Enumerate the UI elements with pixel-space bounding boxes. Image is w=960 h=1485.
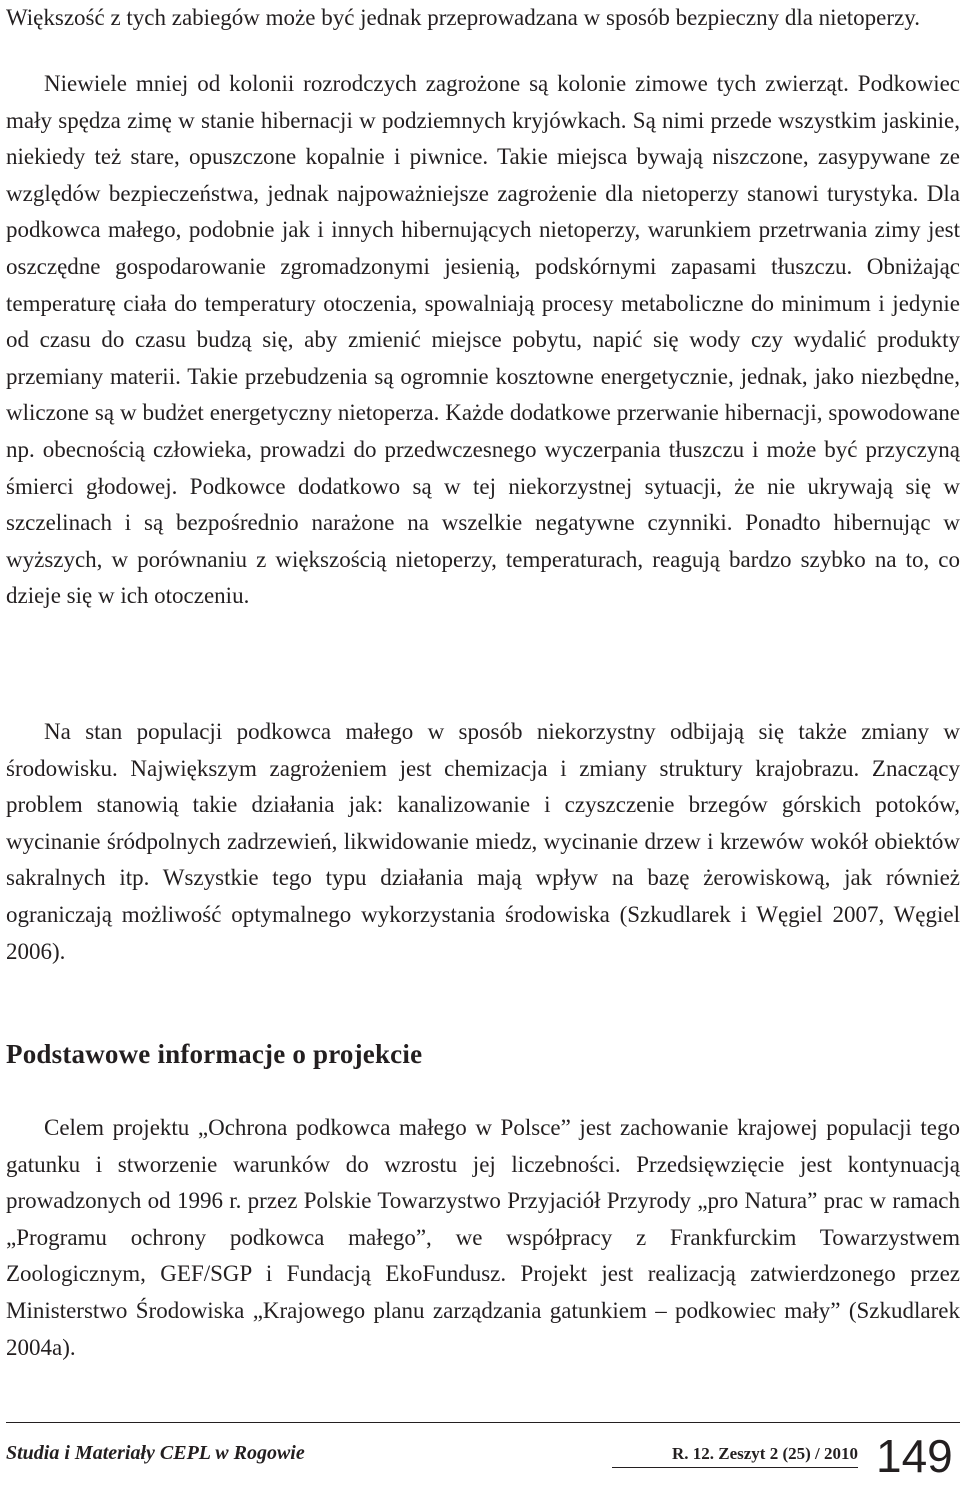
body-paragraph-1: Większość z tych zabiegów może być jednak przeprowadzana w sposób bezpieczny dla nietoperzy. bbox=[6, 5, 921, 30]
footer-divider bbox=[6, 1422, 960, 1423]
issue-info: R. 12. Zeszyt 2 (25) / 2010 bbox=[671, 1444, 858, 1463]
body-paragraph-3: Na stan populacji podkowca małego w sposób niekorzystny odbijają się także zmiany w środowisku. Największym zagrożeniem jest chemizacja i zmiany struktury krajobrazu. Znaczący problem stanowią takie działania jak: kanalizowanie i czyszczenie brzegów górskich potoków, wycinanie śródpolnych zadrzewień, likwidowanie miedz, wycinanie drzew i krzewów wokół obiektów sakralnych itp. Wszystkie tego typu działania mają wpływ na bazę żerowiskową, jak również ograniczają możliwość optymalnego wykorzystania środowiska (Szkudlarek i Węgiel 2007, Węgiel 2006). bbox=[6, 719, 960, 964]
section-heading: Podstawowe informacje o projekcie bbox=[6, 1039, 423, 1069]
body-paragraph-4: Celem projektu „Ochrona podkowca małego w Polsce” jest zachowanie krajowej populacji tego gatunku i stworzenie warunków do wzrostu jej liczebności. Przedsięwzięcie jest kontynuacją prowadzonych od 1996 r. przez Polskie Towarzystwo Przyjaciół Przyrody „pro Natura” prac w ramach „Programu ochrony podkowca małego”, we współpracy z Frankfurckim Towarzystwem Zoologicznym, GEF/SGP i Fundacją EkoFundusz. Projekt jest realizacją zatwierdzonego przez Ministerstwo Środowiska „Krajowego planu zarządzania gatunkiem – podkowiec mały” (Szkudlarek 2004a). bbox=[6, 1115, 960, 1360]
journal-title: Studia i Materiały CEPL w Rogowie bbox=[6, 1442, 305, 1464]
issue-underline bbox=[612, 1467, 858, 1468]
page-number: 149 bbox=[876, 1430, 953, 1482]
body-paragraph-2: Niewiele mniej od kolonii rozrodczych zagrożone są kolonie zimowe tych zwierząt. Podkowiec mały spędza zimę w stanie hibernacji w podziemnych kryjówkach. Są nimi przede wszystkim jaskinie, niekiedy też stare, opuszczone kopalnie i piwnice. Takie miejsca bywają niszczone, zasypywane ze względów bezpieczeństwa, jednak najpoważniejsze zagrożenie dla nietoperzy stanowi turystyka. Dla podkowca małego, podobnie jak i innych hibernujących nietoperzy, warunkiem przetrwania zimy jest oszczędne gospodarowanie zgromadzonymi jesienią, podskórnymi zapasami tłuszczu. Obniżając temperaturę ciała do temperatury otoczenia, spowalniają procesy metaboliczne do minimum i jedynie od czasu do czasu budzą się, aby zmienić miejsce pobytu, napić się wody czy wydalić produkty przemiany materii. Takie przebudzenia są ogromnie kosztowne energetycznie, jednak, jako niezbędne, wliczone są w budżet energetyczny nietoperza. Każde dodatkowe przerwanie hibernacji, spowodowane np. obecnością człowieka, prowadzi do przedwczesnego wyczerpania tłuszczu i może być przyczyną śmierci głodowej. Podkowce dodatkowo są w tej niekorzystnej sytuacji, że nie ukrywają się w szczelinach i są bezpośrednio narażone na wszelkie negatywne czynniki. Ponadto hibernując w wyższych, w porównaniu z większością nietoperzy, temperaturach, reagują bardzo szybko na to, co dzieje się w ich otoczeniu. bbox=[6, 71, 960, 609]
